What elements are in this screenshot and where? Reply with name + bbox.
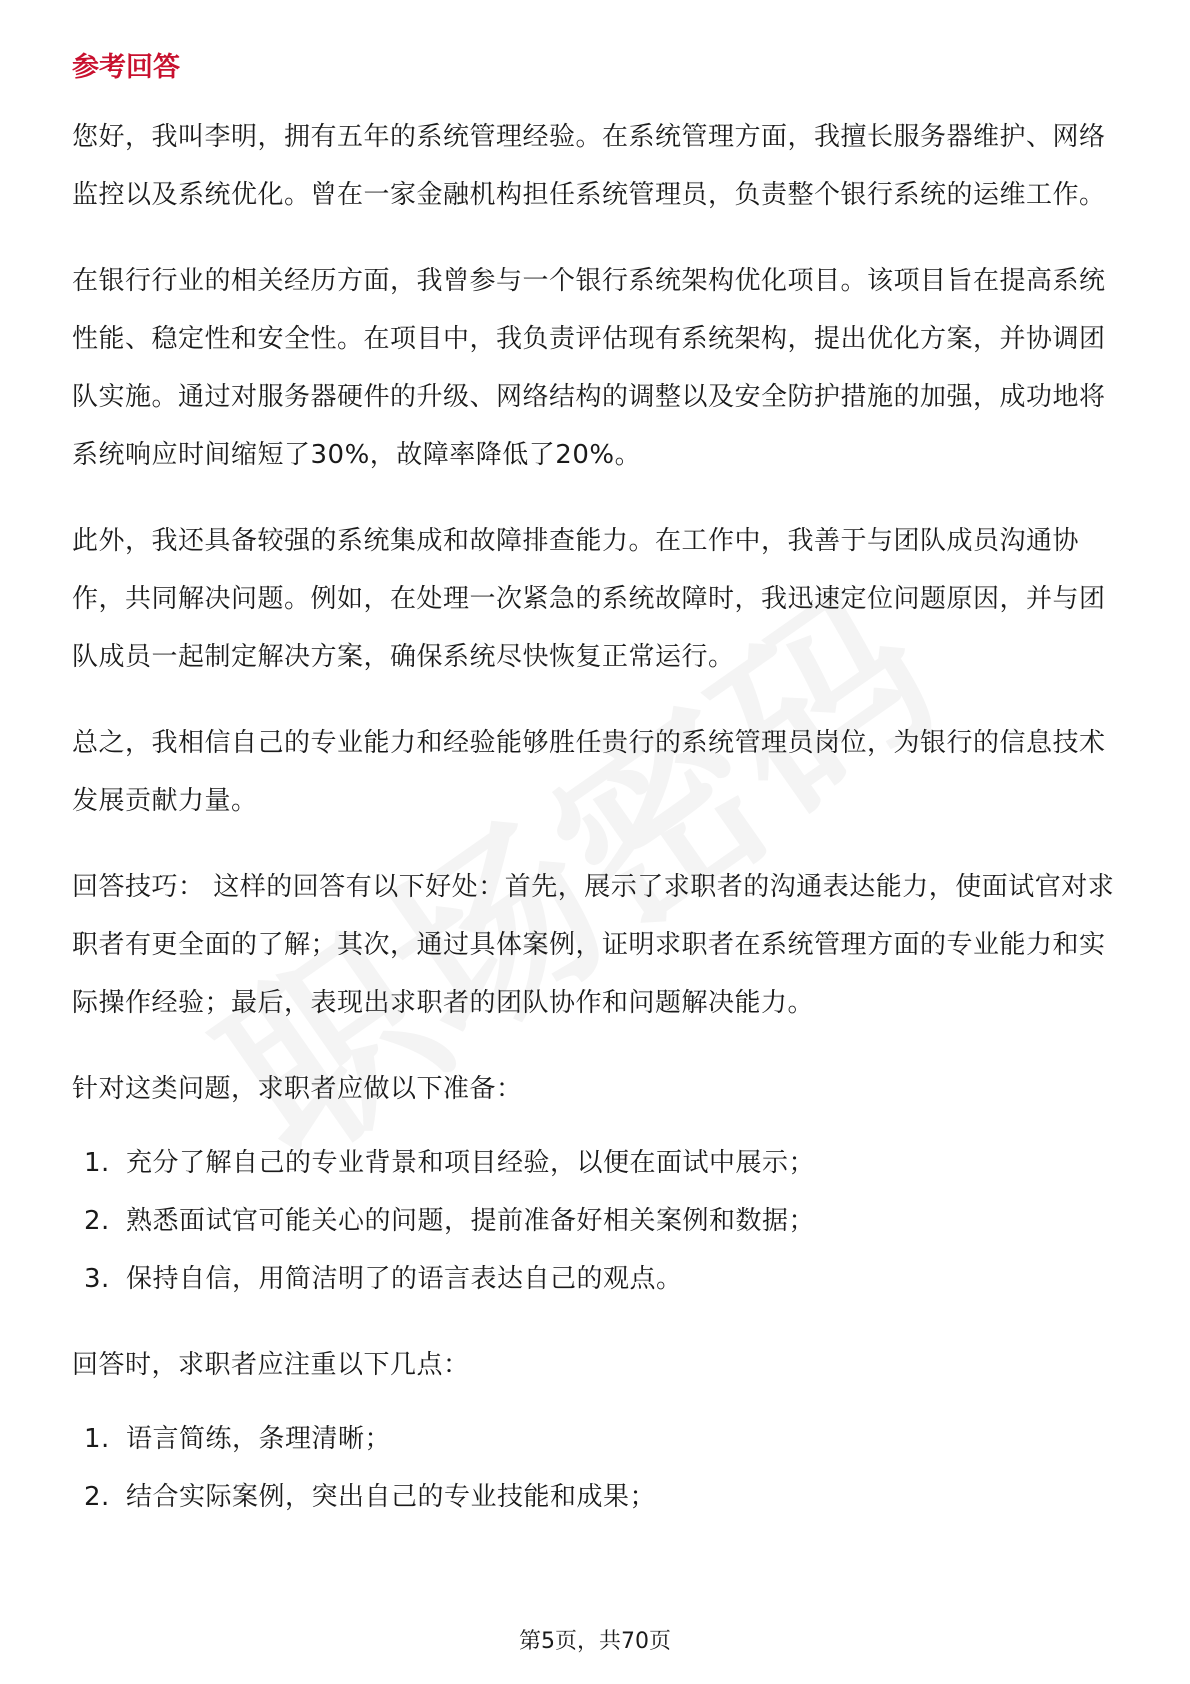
list-item-text: 充分了解自己的专业背景和项目经验，以便在面试中展示； bbox=[126, 1148, 816, 1178]
paragraph-answer-intro: 回答时，求职者应注重以下几点： bbox=[72, 1350, 470, 1380]
list-item bbox=[72, 1250, 1122, 1308]
prep-list bbox=[72, 1134, 1122, 1308]
list-number: 1. bbox=[84, 1148, 110, 1178]
list-number: 2. bbox=[84, 1206, 110, 1236]
list-item-text: 熟悉面试官可能关心的问题，提前准备好相关案例和数据； bbox=[126, 1206, 816, 1236]
paragraph-banking-experience: 在银行行业的相关经历方面，我曾参与一个银行系统架构优化项目。该项目旨在提高系统性能、稳定性和安全性。在项目中，我负责评估现有系统架构，提出优化方案，并协调团队实施。通过对服务器硬件的升级、网络结构的调整以及安全防护措施的加强，成功地将系统响应时间缩短了30%，故障率降低了20%。 bbox=[72, 266, 1106, 470]
list-item-text: 结合实际案例，突出自己的专业技能和成果； bbox=[126, 1482, 657, 1512]
list-number: 1. bbox=[84, 1424, 110, 1454]
answer-list bbox=[72, 1410, 1122, 1526]
document-page bbox=[72, 48, 1122, 1554]
paragraph-integration-skills: 此外，我还具备较强的系统集成和故障排查能力。在工作中，我善于与团队成员沟通协作，共同解决问题。例如，在处理一次紧急的系统故障时，我迅速定位问题原因，并与团队成员一起制定解决方案，确保系统尽快恢复正常运行。 bbox=[72, 526, 1106, 672]
list-item-text: 语言简练，条理清晰； bbox=[126, 1424, 392, 1454]
paragraph-conclusion: 总之，我相信自己的专业能力和经验能够胜任贵行的系统管理员岗位，为银行的信息技术发展贡献力量。 bbox=[72, 728, 1106, 816]
paragraph-prep-intro: 针对这类问题，求职者应做以下准备： bbox=[72, 1074, 523, 1104]
list-number: 2. bbox=[84, 1482, 110, 1512]
list-item bbox=[72, 1410, 1122, 1468]
list-number: 3. bbox=[84, 1264, 110, 1294]
paragraph-intro: 您好，我叫李明，拥有五年的系统管理经验。在系统管理方面，我擅长服务器维护、网络监控以及系统优化。曾在一家金融机构担任系统管理员，负责整个银行系统的运维工作。 bbox=[72, 122, 1106, 210]
section-heading: 参考回答 bbox=[72, 52, 180, 83]
list-item-text: 保持自信，用简洁明了的语言表达自己的观点。 bbox=[126, 1264, 683, 1294]
list-item bbox=[72, 1134, 1122, 1192]
list-item bbox=[72, 1468, 1122, 1526]
page-footer: 第5页，共70页 bbox=[519, 1629, 671, 1654]
paragraph-answer-tips: 回答技巧： 这样的回答有以下好处：首先，展示了求职者的沟通表达能力，使面试官对求职者有更全面的了解；其次，通过具体案例，证明求职者在系统管理方面的专业能力和实际操作经验；最后，表现出求职者的团队协作和问题解决能力。 bbox=[72, 872, 1115, 1018]
list-item bbox=[72, 1192, 1122, 1250]
